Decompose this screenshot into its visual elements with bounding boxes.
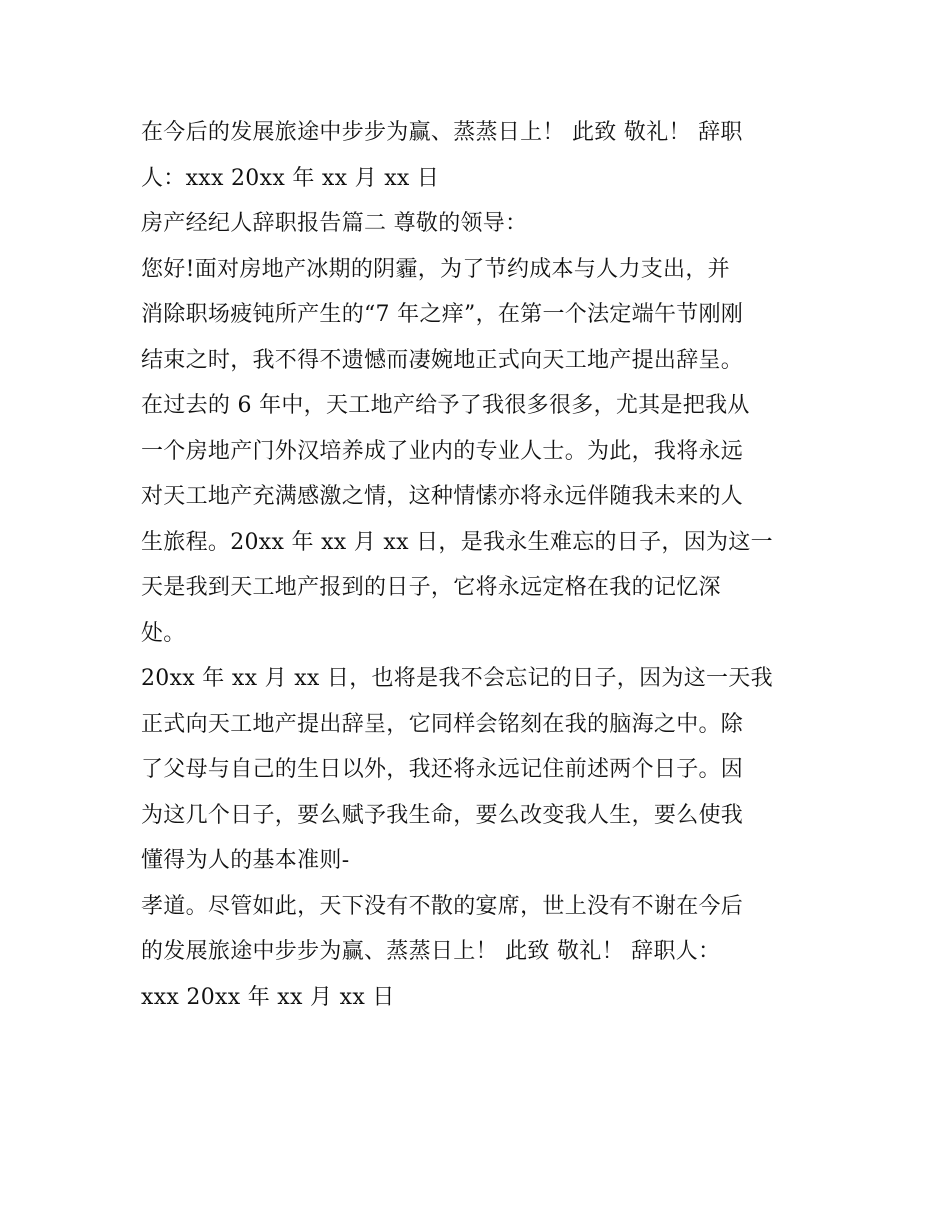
text-line: 懂得为人的基本准则-	[141, 848, 350, 873]
text-line: 在今后的发展旅途中步步为赢、蒸蒸日上！ 此致 敬礼！ 辞职	[141, 120, 743, 145]
text-line: 处。	[141, 620, 186, 646]
text-line: 消除职场疲钝所产生的“7 年之痒”，在第一个法定端午节刚刚	[141, 302, 744, 327]
text-line: 结束之时，我不得不遗憾而凄婉地正式向天工地产提出辞呈。	[141, 347, 744, 373]
text-line: xxx 20xx 年 xx 月 xx 日	[141, 984, 395, 1010]
text-line: 房产经纪人辞职报告篇二 尊敬的领导：	[141, 211, 528, 236]
document-body	[141, 110, 821, 1020]
text-line: 在过去的 6 年中，天工地产给予了我很多很多，尤其是把我从	[141, 393, 750, 418]
text-line: 的发展旅途中步步为赢、蒸蒸日上！ 此致 敬礼！ 辞职人：	[141, 939, 721, 964]
text-line: 正式向天工地产提出辞呈，它同样会铭刻在我的脑海之中。除	[141, 711, 744, 737]
text-line: 人：xxx 20xx 年 xx 月 xx 日	[141, 165, 440, 191]
text-line: 对天工地产充满感激之情，这种情愫亦将永远伴随我未来的人	[141, 484, 744, 509]
text-line: 了父母与自己的生日以外，我还将永远记住前述两个日子。因	[141, 757, 744, 782]
text-line: 20xx 年 xx 月 xx 日，也将是我不会忘记的日子，因为这一天我	[141, 666, 773, 691]
text-line: 一个房地产门外汉培养成了业内的专业人士。为此，我将永远	[141, 438, 744, 464]
text-line: 生旅程。20xx 年 xx 月 xx 日，是我永生难忘的日子，因为这一	[141, 529, 773, 555]
text-line: 为这几个日子，要么赋予我生命，要么改变我人生，要么使我	[141, 802, 744, 828]
text-line: 您好!面对房地产冰期的阴霾，为了节约成本与人力支出，并	[141, 256, 730, 282]
text-line: 孝道。尽管如此，天下没有不散的宴席，世上没有不谢在今后	[141, 893, 744, 919]
text-line: 天是我到天工地产报到的日子，它将永远定格在我的记忆深	[141, 575, 721, 600]
